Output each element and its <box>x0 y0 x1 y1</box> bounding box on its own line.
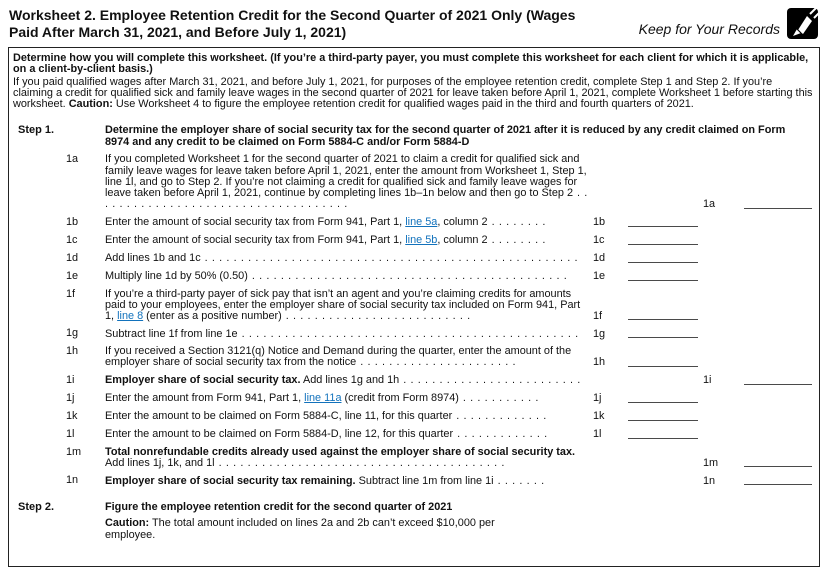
line-text-1g: Subtract line 1f from line 1e . . . . . . . . . . . . . . . . . . . . . . . . . . . . . . . . . . . . . . . . . . . . . . . <box>105 327 579 340</box>
dot-leader: . . . . . . . . <box>491 216 546 229</box>
entry-label-1f: 1f <box>593 309 603 322</box>
intro-caution-label: Caution: <box>68 98 113 111</box>
worksheet-title: Worksheet 2. Employee Retention Credit for the Second Quarter of 2021 Only (Wages Paid After March 31, 2021, and Before July 1, 2021) <box>9 7 576 40</box>
step2-label: Step 2. <box>18 500 55 513</box>
line-text-1b: Enter the amount of social security tax from Form 941, Part 1, line 5a, column 2 . . . . . . . . <box>105 216 546 229</box>
line-text-1h: If you received a Section 3121(q) Notice and Demand during the quarter, enter the amount of the employer share of social security tax from the notice . . . . . . . . . . . . . . . . . . . . . . <box>105 345 572 369</box>
line-number-1e: 1e <box>66 269 79 282</box>
line-number-1b: 1b <box>66 215 79 228</box>
line-text-1a: If you completed Worksheet 1 for the second quarter of 2021 to claim a credit for qualified sick and family leave wages for leave taken before April 1, 2021, enter the amount from Worksheet 1, Step 1, line 1l, and go to Step 2. If you’re not claiming a credit for qualified sick and family leave wages for leave taken before April 1, 2021, continue by completing lines 1b–1n below and then go to Step 2 . . . . . . . . . . . . . . . . . . . . . . . . . . . . . . . . . . . . <box>105 153 588 211</box>
line-text-1k: Enter the amount to be claimed on Form 5884-C, line 11, for this quarter . . . . . . . . . . . . . <box>105 410 547 423</box>
form941-line5b-link[interactable]: line 5b <box>405 234 438 247</box>
amount-entry-1j[interactable] <box>628 393 698 403</box>
step1-heading-row <box>13 125 814 148</box>
amount-entry-1a[interactable] <box>744 199 812 209</box>
line-item-1j <box>13 393 814 405</box>
step2-caution-label: Caution: <box>105 517 150 530</box>
dot-leader: . . . . . . . <box>497 474 545 487</box>
amount-entry-1m[interactable] <box>744 457 812 467</box>
line-text-1n: Employer share of social security tax remaining. Subtract line 1m from line 1i . . . . . . . <box>105 474 545 487</box>
entry-label-1c: 1c <box>593 234 605 247</box>
entry-label-1g: 1g <box>593 327 606 340</box>
line-number-1c: 1c <box>66 233 78 246</box>
step2-caution: Caution: The total amount included on lines 2a and 2b can’t exceed $10,000 per employee. <box>105 517 495 541</box>
line-text-1m: Total nonrefundable credits already used against the employer share of social security tax. Add lines 1j, 1k, and 1l . . . . . . . . . . . . . . . . . . . . . . . . . . . . . . . . . . . . . . . . <box>105 445 576 469</box>
line-text-1f: If you’re a third-party payer of sick pay that isn’t an agent and you’re claiming credits for amounts paid to your employees, enter the employer share of social security tax included on Form 941, Part 1, line 8 (enter as a positive number) . . . . . . . . . . . . . . . . . . . . . . . . . . <box>105 287 581 322</box>
entry-label-1l: 1l <box>593 428 602 441</box>
line-item-1i <box>13 375 814 387</box>
dot-leader: . . . . . . . . . . . . . . . . . . . . . . . . . . . . . . . . . . . . . . . . . . . . . . . <box>241 327 579 340</box>
line-number-1l: 1l <box>66 427 75 440</box>
line-number-1f: 1f <box>66 287 76 300</box>
dot-leader: . . . . . . . . . . . . . <box>457 428 548 441</box>
entry-label-1i: 1i <box>703 374 712 387</box>
amount-entry-1l[interactable] <box>628 429 698 439</box>
amount-entry-1h[interactable] <box>628 357 698 367</box>
step1-label: Step 1. <box>18 124 55 137</box>
form941-line11a-link[interactable]: line 11a <box>304 392 342 405</box>
entry-label-1m: 1m <box>703 456 719 469</box>
dot-leader: . . . . . . . . . . . . . . . . . . . . . . <box>360 356 517 369</box>
dot-leader: . . . . . . . . . . . . . <box>456 410 547 423</box>
line-text-1j: Enter the amount from Form 941, Part 1, line 11a (credit from Form 8974) . . . . . . . . . . . <box>105 392 540 405</box>
step2-heading: Figure the employee retention credit for the second quarter of 2021 <box>105 500 453 513</box>
line-item-1a <box>13 154 814 210</box>
entry-label-1h: 1h <box>593 356 606 369</box>
amount-entry-1k[interactable] <box>628 411 698 421</box>
dot-leader: . . . . . . . . . . . . . . . . . . . . . . . . . <box>403 374 581 387</box>
pencil-icon <box>787 5 821 40</box>
entry-label-1d: 1d <box>593 252 606 265</box>
line-number-1a: 1a <box>66 153 79 166</box>
line-item-1k <box>13 411 814 423</box>
line-item-1e <box>13 271 814 283</box>
entry-label-1n: 1n <box>703 474 716 487</box>
line-item-1b <box>13 217 814 229</box>
line-text-1l: Enter the amount to be claimed on Form 5884-D, line 12, for this quarter . . . . . . . . . . . . . <box>105 428 548 441</box>
form941-line5a-link[interactable]: line 5a <box>405 216 438 229</box>
dot-leader: . . . . . . . . . . . <box>462 392 540 405</box>
step2-heading-row <box>13 502 814 542</box>
entry-label-1k: 1k <box>593 410 605 423</box>
line-item-1f <box>13 289 814 323</box>
intro-text-1: If you paid qualified wages after March 31, 2021, and before July 1, 2021, for purposes of the employee retention credit, complete Step 1 and Step 2. If you’re claiming a credit for qualified sick and family leave wages in the second quarter of 2021 for leave taken before April 1, 2021, complete Worksheet 1 before starting this worksheet. <box>13 75 813 111</box>
entry-label-1j: 1j <box>593 392 602 405</box>
line-item-1l <box>13 429 814 441</box>
dot-leader: . . . . . . . . . . . . . . . . . . . . . . . . . . . . . . . . . . . . . . . . <box>218 456 506 469</box>
dot-leader: . . . . . . . . . . . . . . . . . . . . . . . . . . . . . . . . . . . . . . . . . . . . . . . . . . . . <box>204 252 579 265</box>
line-number-1k: 1k <box>66 409 78 422</box>
amount-entry-1n[interactable] <box>744 475 812 485</box>
line-number-1h: 1h <box>66 345 79 358</box>
line-text-1c: Enter the amount of social security tax from Form 941, Part 1, line 5b, column 2 . . . . . . . . <box>105 234 546 247</box>
line-item-1g <box>13 328 814 340</box>
form941-line8-link[interactable]: line 8 <box>117 309 144 322</box>
line-item-1m <box>13 447 814 469</box>
line-number-1n: 1n <box>66 473 79 486</box>
worksheet-header <box>0 0 828 47</box>
line-item-1h <box>13 346 814 368</box>
line-number-1g: 1g <box>66 327 79 340</box>
line-text-1i: Employer share of social security tax. Add lines 1g and 1h . . . . . . . . . . . . . . . . . . . . . . . . . <box>105 374 581 387</box>
intro-text-2: Use Worksheet 4 to figure the employee retention credit for qualified wages paid in the third and fourth quarters of 2021. <box>112 98 694 111</box>
line-number-1m: 1m <box>66 445 82 458</box>
line-text-1e: Multiply line 1d by 50% (0.50) . . . . . . . . . . . . . . . . . . . . . . . . . . . . . . . . . . . . . . . . . . . . <box>105 270 568 283</box>
line-number-1d: 1d <box>66 251 79 264</box>
dot-leader: . . . . . . . . <box>491 234 546 247</box>
entry-label-1b: 1b <box>593 216 606 229</box>
entry-label-1e: 1e <box>593 270 606 283</box>
amount-entry-1c[interactable] <box>628 235 698 245</box>
dot-leader: . . . . . . . . . . . . . . . . . . . . . . . . . . <box>285 309 471 322</box>
entry-label-1a: 1a <box>703 198 716 211</box>
amount-entry-1i[interactable] <box>744 375 812 385</box>
header-right <box>639 5 821 40</box>
amount-entry-1f[interactable] <box>628 310 698 320</box>
line-item-1d <box>13 253 814 265</box>
line-number-1i: 1i <box>66 373 75 386</box>
dot-leader: . . . . . . . . . . . . . . . . . . . . . . . . . . . . . . . . . . . . <box>105 187 588 211</box>
line-text-1d: Add lines 1b and 1c . . . . . . . . . . . . . . . . . . . . . . . . . . . . . . . . . . . . . . . . . . . . . . . . . . . . <box>105 252 579 265</box>
amount-entry-1b[interactable] <box>628 217 698 227</box>
line-item-1c <box>13 235 814 247</box>
line-item-1n <box>13 475 814 487</box>
amount-entry-1g[interactable] <box>628 328 698 338</box>
step1-heading: Determine the employer share of social security tax for the second quarter of 2021 after it is reduced by any credit claimed on Form 8974 and any credit to be claimed on Form 5884-C and/or Form 5884-D <box>105 124 786 148</box>
amount-entry-1d[interactable] <box>628 253 698 263</box>
intro-bold-text: Determine how you will complete this worksheet. (If you’re a third-party payer, you must complete this worksheet for each client for which it is applicable, on a client-by-client basis.) <box>13 52 809 76</box>
line-number-1j: 1j <box>66 391 75 404</box>
intro-body-text <box>13 77 814 111</box>
amount-entry-1e[interactable] <box>628 271 698 281</box>
keep-for-records-label: Keep for Your Records <box>638 21 780 37</box>
worksheet-body-box <box>8 47 820 567</box>
dot-leader: . . . . . . . . . . . . . . . . . . . . . . . . . . . . . . . . . . . . . . . . . . . . <box>251 270 568 283</box>
